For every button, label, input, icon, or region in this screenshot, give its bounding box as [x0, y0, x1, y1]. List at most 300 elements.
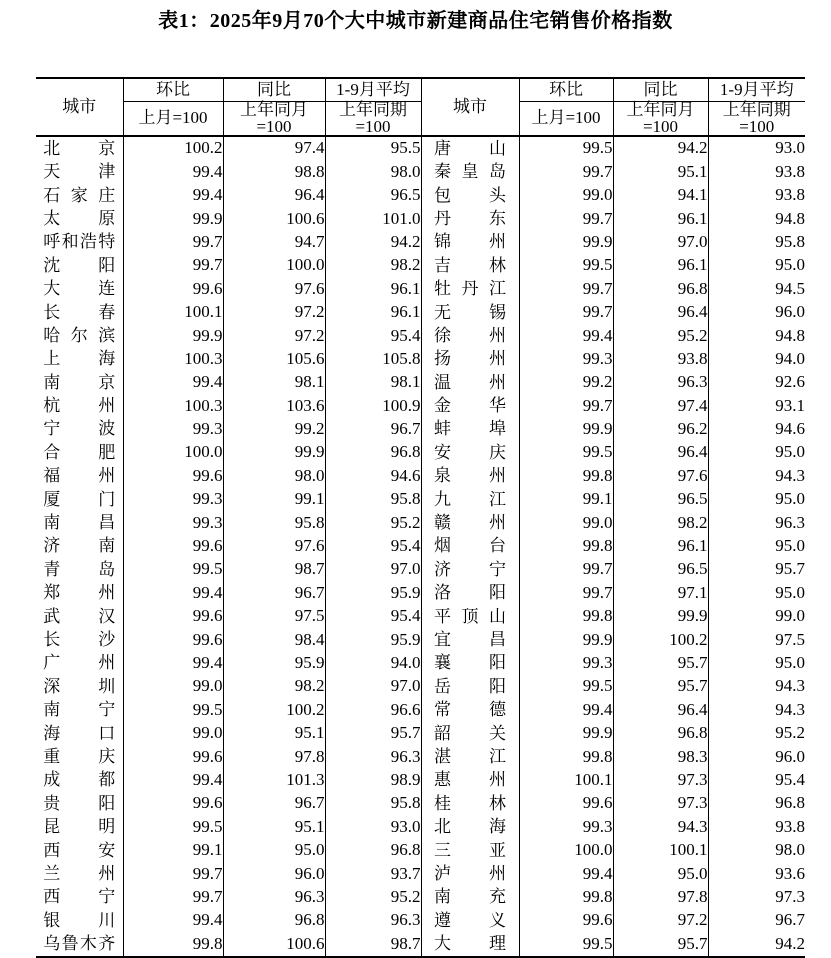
yoy-value-right: 96.4: [613, 441, 708, 464]
mom-value-right: 99.1: [519, 488, 613, 511]
avg-value-left: 98.9: [325, 769, 421, 792]
yoy-value-left: 97.2: [223, 301, 325, 324]
avg-value-left: 95.9: [325, 581, 421, 604]
yoy-value-right: 97.0: [613, 231, 708, 254]
mom-value-right: 99.7: [519, 301, 613, 324]
city-name-right: 金 华: [434, 396, 506, 416]
yoy-value-left: 97.6: [223, 277, 325, 300]
yoy-value-left: 97.5: [223, 605, 325, 628]
city-name-left: 北 京: [43, 138, 116, 158]
avg-value-left: 96.1: [325, 301, 421, 324]
avg-value-left: 95.5: [325, 136, 421, 160]
yoy-value-right: 96.4: [613, 301, 708, 324]
avg-value-left: 98.1: [325, 371, 421, 394]
yoy-value-left: 98.8: [223, 160, 325, 183]
avg-value-right: 95.2: [708, 722, 805, 745]
yoy-value-left: 97.8: [223, 745, 325, 768]
table-row: [36, 605, 805, 628]
avg-value-left: 95.8: [325, 792, 421, 815]
mom-value-left: 99.1: [123, 839, 223, 862]
city-cell-right: [421, 839, 519, 862]
city-cell-right: [421, 301, 519, 324]
city-name-left: 长 沙: [43, 630, 116, 649]
yoy-value-right: 100.2: [613, 628, 708, 651]
mom-value-right: 99.9: [519, 628, 613, 651]
city-cell-right: [421, 277, 519, 300]
mom-value-left: 99.6: [123, 745, 223, 768]
header-avg-left: 1-9月平均: [325, 78, 421, 102]
avg-value-right: 93.8: [708, 160, 805, 183]
mom-value-right: 99.4: [519, 862, 613, 885]
mom-value-right: 99.7: [519, 277, 613, 300]
city-cell-right: [421, 136, 519, 160]
city-cell-right: [421, 886, 519, 909]
avg-value-left: 96.5: [325, 184, 421, 207]
city-name-left: 济 南: [43, 536, 116, 556]
city-cell-right: [421, 348, 519, 371]
mom-value-right: 99.6: [519, 792, 613, 815]
city-cell-left: [36, 769, 123, 792]
yoy-value-left: 100.2: [223, 698, 325, 721]
city-cell-left: [36, 792, 123, 815]
yoy-value-left: 99.1: [223, 488, 325, 511]
mom-value-left: 99.5: [123, 698, 223, 721]
city-name-right: 蚌 埠: [434, 419, 506, 439]
city-name-left: 重 庆: [43, 746, 116, 766]
city-name-right: 常 德: [434, 700, 506, 720]
mom-value-right: 99.5: [519, 441, 613, 464]
table-row: [36, 769, 805, 792]
yoy-value-left: 97.4: [223, 136, 325, 160]
mom-value-left: 99.7: [123, 254, 223, 277]
city-cell-right: [421, 558, 519, 581]
city-cell-right: [421, 769, 519, 792]
city-name-right: 扬 州: [434, 349, 506, 369]
avg-value-right: 94.3: [708, 675, 805, 698]
city-name-left: 哈 尔 滨: [43, 325, 116, 345]
city-cell-left: [36, 207, 123, 230]
yoy-value-left: 96.7: [223, 792, 325, 815]
yoy-value-left: 96.4: [223, 184, 325, 207]
city-name-right: 包 头: [434, 185, 506, 205]
city-cell-left: [36, 745, 123, 768]
mom-value-left: 99.9: [123, 324, 223, 347]
yoy-value-right: 96.8: [613, 277, 708, 300]
city-cell-left: [36, 886, 123, 909]
city-cell-left: [36, 815, 123, 838]
yoy-value-left: 96.7: [223, 581, 325, 604]
mom-value-left: 99.4: [123, 652, 223, 675]
table-row: [36, 371, 805, 394]
city-name-right: 泸 州: [434, 863, 506, 883]
city-name-left: 南 宁: [43, 700, 116, 720]
header-mom-base-left: 上月=100: [123, 102, 223, 137]
city-cell-left: [36, 722, 123, 745]
table-row: [36, 231, 805, 254]
city-name-right: 唐 山: [434, 138, 506, 158]
mom-value-left: 99.4: [123, 909, 223, 932]
yoy-value-right: 94.2: [613, 136, 708, 160]
city-name-right: 烟 台: [434, 536, 506, 556]
city-name-right: 安 庆: [434, 442, 506, 462]
mom-value-right: 99.6: [519, 909, 613, 932]
mom-value-left: 100.2: [123, 136, 223, 160]
city-cell-right: [421, 160, 519, 183]
city-cell-left: [36, 932, 123, 956]
avg-value-left: 97.0: [325, 675, 421, 698]
mom-value-right: 99.7: [519, 160, 613, 183]
mom-value-right: 99.5: [519, 675, 613, 698]
avg-value-right: 95.0: [708, 488, 805, 511]
mom-value-left: 99.7: [123, 231, 223, 254]
table-row: [36, 675, 805, 698]
city-cell-right: [421, 745, 519, 768]
city-name-right: 湛 江: [434, 746, 506, 766]
yoy-value-left: 100.0: [223, 254, 325, 277]
yoy-value-left: 98.1: [223, 371, 325, 394]
mom-value-left: 99.6: [123, 535, 223, 558]
city-cell-left: [36, 394, 123, 417]
mom-value-left: 99.6: [123, 277, 223, 300]
header-avg-base-line2: =100: [355, 116, 391, 136]
table-row: [36, 207, 805, 230]
yoy-value-right: 98.2: [613, 511, 708, 534]
table-row: [36, 745, 805, 768]
mom-value-right: 99.0: [519, 511, 613, 534]
avg-value-left: 98.7: [325, 932, 421, 956]
city-name-left: 海 口: [43, 723, 116, 743]
yoy-value-left: 103.6: [223, 394, 325, 417]
avg-value-right: 96.3: [708, 511, 805, 534]
table-row: [36, 324, 805, 347]
header-avg-base-left: [325, 102, 421, 137]
header-yoy-base-line1: 上年同月: [240, 100, 308, 119]
yoy-value-left: 98.7: [223, 558, 325, 581]
city-cell-right: [421, 511, 519, 534]
mom-value-left: 99.5: [123, 815, 223, 838]
city-cell-left: [36, 839, 123, 862]
mom-value-left: 99.6: [123, 792, 223, 815]
city-name-left: 武 汉: [43, 606, 116, 626]
mom-value-left: 99.4: [123, 160, 223, 183]
city-cell-left: [36, 184, 123, 207]
city-name-right: 桂 林: [434, 793, 506, 813]
city-cell-right: [421, 231, 519, 254]
avg-value-left: 93.7: [325, 862, 421, 885]
city-cell-left: [36, 535, 123, 558]
city-name-left: 昆 明: [43, 817, 116, 837]
yoy-value-right: 97.6: [613, 464, 708, 487]
yoy-value-right: 93.8: [613, 348, 708, 371]
yoy-value-right: 97.2: [613, 909, 708, 932]
city-name-left: 南 京: [43, 372, 116, 392]
avg-value-right: 94.3: [708, 698, 805, 721]
avg-value-right: 93.0: [708, 136, 805, 160]
avg-value-right: 95.0: [708, 441, 805, 464]
table-row: [36, 535, 805, 558]
mom-value-right: 99.0: [519, 184, 613, 207]
table-body: [36, 136, 805, 957]
yoy-value-right: 94.3: [613, 815, 708, 838]
yoy-value-right: 97.3: [613, 792, 708, 815]
avg-value-left: 94.2: [325, 231, 421, 254]
yoy-value-left: 98.4: [223, 628, 325, 651]
yoy-value-left: 95.8: [223, 511, 325, 534]
avg-value-left: 95.8: [325, 488, 421, 511]
mom-value-left: 99.3: [123, 418, 223, 441]
mom-value-left: 99.4: [123, 581, 223, 604]
city-name-left: 西 安: [43, 840, 116, 860]
mom-value-right: 99.4: [519, 324, 613, 347]
avg-value-left: 96.3: [325, 909, 421, 932]
city-name-left: 宁 波: [43, 419, 116, 439]
city-name-right: 赣 州: [434, 513, 506, 533]
table-row: [36, 488, 805, 511]
table-row: [36, 277, 805, 300]
mom-value-left: 99.0: [123, 722, 223, 745]
city-name-left: 天 津: [43, 162, 116, 182]
city-name-left: 太 原: [43, 208, 116, 228]
city-name-left: 沈 阳: [43, 255, 116, 275]
mom-value-left: 99.6: [123, 605, 223, 628]
avg-value-left: 95.9: [325, 628, 421, 651]
city-cell-left: [36, 511, 123, 534]
city-name-left: 呼 和 浩 特: [43, 232, 116, 252]
mom-value-left: 99.4: [123, 371, 223, 394]
city-cell-right: [421, 581, 519, 604]
city-name-left: 深 圳: [43, 676, 116, 696]
table-row: [36, 394, 805, 417]
mom-value-right: 99.7: [519, 207, 613, 230]
yoy-value-right: 96.4: [613, 698, 708, 721]
table-row: [36, 418, 805, 441]
city-name-left: 杭 州: [43, 396, 116, 416]
yoy-value-right: 96.5: [613, 558, 708, 581]
city-cell-right: [421, 418, 519, 441]
mom-value-left: 99.3: [123, 511, 223, 534]
yoy-value-right: 95.0: [613, 862, 708, 885]
avg-value-right: 93.8: [708, 184, 805, 207]
avg-value-right: 99.0: [708, 605, 805, 628]
table-row: [36, 815, 805, 838]
city-cell-right: [421, 254, 519, 277]
table-row: [36, 558, 805, 581]
city-cell-left: [36, 324, 123, 347]
city-cell-left: [36, 558, 123, 581]
city-name-right: 惠 州: [434, 770, 506, 790]
mom-value-right: 99.8: [519, 605, 613, 628]
avg-value-right: 94.6: [708, 418, 805, 441]
city-name-left: 郑 州: [43, 583, 116, 603]
city-cell-right: [421, 324, 519, 347]
city-cell-right: [421, 932, 519, 956]
mom-value-right: 99.8: [519, 745, 613, 768]
table-row: [36, 184, 805, 207]
header-avg-base-line2: =100: [739, 116, 775, 136]
mom-value-right: 99.3: [519, 348, 613, 371]
city-name-right: 三 亚: [434, 840, 506, 860]
city-cell-right: [421, 628, 519, 651]
avg-value-right: 96.0: [708, 301, 805, 324]
city-cell-right: [421, 815, 519, 838]
city-name-right: 秦 皇 岛: [434, 162, 506, 182]
mom-value-left: 99.6: [123, 628, 223, 651]
mom-value-right: 99.5: [519, 136, 613, 160]
table-row: [36, 698, 805, 721]
city-name-left: 合 肥: [43, 442, 116, 462]
avg-value-right: 95.0: [708, 652, 805, 675]
avg-value-right: 94.2: [708, 932, 805, 956]
mom-value-right: 99.9: [519, 231, 613, 254]
header-avg-base-right: [708, 102, 805, 137]
avg-value-right: 92.6: [708, 371, 805, 394]
city-name-left: 上 海: [43, 349, 116, 369]
mom-value-right: 99.5: [519, 932, 613, 956]
avg-value-right: 95.4: [708, 769, 805, 792]
city-cell-right: [421, 441, 519, 464]
mom-value-right: 100.1: [519, 769, 613, 792]
city-cell-left: [36, 348, 123, 371]
yoy-value-left: 98.0: [223, 464, 325, 487]
mom-value-right: 99.5: [519, 254, 613, 277]
avg-value-left: 96.3: [325, 745, 421, 768]
mom-value-right: 99.4: [519, 698, 613, 721]
avg-value-right: 94.5: [708, 277, 805, 300]
city-name-left: 长 春: [43, 302, 116, 322]
city-cell-left: [36, 464, 123, 487]
avg-value-left: 101.0: [325, 207, 421, 230]
mom-value-right: 99.8: [519, 535, 613, 558]
mom-value-left: 100.0: [123, 441, 223, 464]
city-name-right: 锦 州: [434, 232, 506, 252]
avg-value-right: 94.3: [708, 464, 805, 487]
table-row: [36, 886, 805, 909]
avg-value-left: 95.4: [325, 535, 421, 558]
avg-value-left: 97.0: [325, 558, 421, 581]
yoy-value-left: 95.1: [223, 722, 325, 745]
avg-value-left: 96.6: [325, 698, 421, 721]
table-row: [36, 160, 805, 183]
city-name-left: 银 川: [43, 910, 116, 930]
yoy-value-right: 96.1: [613, 535, 708, 558]
mom-value-left: 99.4: [123, 184, 223, 207]
yoy-value-left: 97.6: [223, 535, 325, 558]
city-name-right: 襄 阳: [434, 653, 506, 673]
avg-value-right: 93.8: [708, 815, 805, 838]
city-name-right: 济 宁: [434, 559, 506, 579]
city-cell-left: [36, 441, 123, 464]
table-row: [36, 136, 805, 160]
header-mom-base-right: 上月=100: [519, 102, 613, 137]
yoy-value-right: 95.7: [613, 675, 708, 698]
table-row: [36, 348, 805, 371]
yoy-value-right: 97.3: [613, 769, 708, 792]
yoy-value-right: 95.2: [613, 324, 708, 347]
header-avg-base-line1: 上年同期: [722, 100, 791, 119]
city-cell-left: [36, 675, 123, 698]
avg-value-right: 96.0: [708, 745, 805, 768]
avg-value-right: 95.0: [708, 254, 805, 277]
header-yoy-right: 同比: [613, 78, 708, 102]
city-cell-right: [421, 488, 519, 511]
mom-value-right: 99.7: [519, 581, 613, 604]
avg-value-right: 93.1: [708, 394, 805, 417]
mom-value-left: 99.0: [123, 675, 223, 698]
mom-value-left: 99.8: [123, 932, 223, 956]
yoy-value-right: 97.1: [613, 581, 708, 604]
avg-value-left: 96.8: [325, 441, 421, 464]
mom-value-right: 99.3: [519, 652, 613, 675]
city-cell-right: [421, 909, 519, 932]
mom-value-left: 99.3: [123, 488, 223, 511]
city-cell-right: [421, 535, 519, 558]
city-cell-right: [421, 862, 519, 885]
city-cell-left: [36, 301, 123, 324]
city-cell-left: [36, 160, 123, 183]
city-name-right: 岳 阳: [434, 676, 506, 696]
city-name-right: 遵 义: [434, 910, 506, 930]
mom-value-left: 100.1: [123, 301, 223, 324]
mom-value-left: 99.7: [123, 886, 223, 909]
yoy-value-left: 96.8: [223, 909, 325, 932]
header-yoy-left: 同比: [223, 78, 325, 102]
city-cell-left: [36, 909, 123, 932]
yoy-value-left: 94.7: [223, 231, 325, 254]
city-cell-left: [36, 371, 123, 394]
city-name-right: 温 州: [434, 372, 506, 392]
city-cell-left: [36, 698, 123, 721]
avg-value-right: 94.8: [708, 324, 805, 347]
price-index-table: [36, 77, 805, 958]
city-name-right: 南 充: [434, 887, 506, 907]
city-name-left: 福 州: [43, 466, 116, 486]
city-cell-right: [421, 464, 519, 487]
yoy-value-right: 96.1: [613, 254, 708, 277]
city-name-right: 泉 州: [434, 466, 506, 486]
table-row: [36, 581, 805, 604]
city-cell-right: [421, 722, 519, 745]
city-cell-right: [421, 371, 519, 394]
city-name-left: 广 州: [43, 653, 116, 673]
yoy-value-right: 97.8: [613, 886, 708, 909]
city-name-left: 石 家 庄: [43, 185, 116, 205]
table-row: [36, 628, 805, 651]
avg-value-left: 96.1: [325, 277, 421, 300]
table-row: [36, 441, 805, 464]
avg-value-left: 95.7: [325, 722, 421, 745]
yoy-value-right: 96.3: [613, 371, 708, 394]
header-yoy-base-right: [613, 102, 708, 137]
city-cell-left: [36, 862, 123, 885]
avg-value-left: 95.2: [325, 511, 421, 534]
yoy-value-right: 100.1: [613, 839, 708, 862]
yoy-value-left: 99.2: [223, 418, 325, 441]
city-name-right: 丹 东: [434, 208, 506, 228]
yoy-value-left: 101.3: [223, 769, 325, 792]
city-name-left: 贵 阳: [43, 793, 116, 813]
city-cell-right: [421, 675, 519, 698]
avg-value-right: 95.7: [708, 558, 805, 581]
city-cell-right: [421, 207, 519, 230]
mom-value-right: 99.7: [519, 558, 613, 581]
mom-value-left: 99.7: [123, 862, 223, 885]
table-row: [36, 862, 805, 885]
page-title: 表1：2025年9月70个大中城市新建商品住宅销售价格指数: [158, 10, 673, 32]
table-header: [36, 78, 805, 136]
city-cell-left: [36, 231, 123, 254]
header-mom-right: 环比: [519, 78, 613, 102]
city-cell-left: [36, 652, 123, 675]
